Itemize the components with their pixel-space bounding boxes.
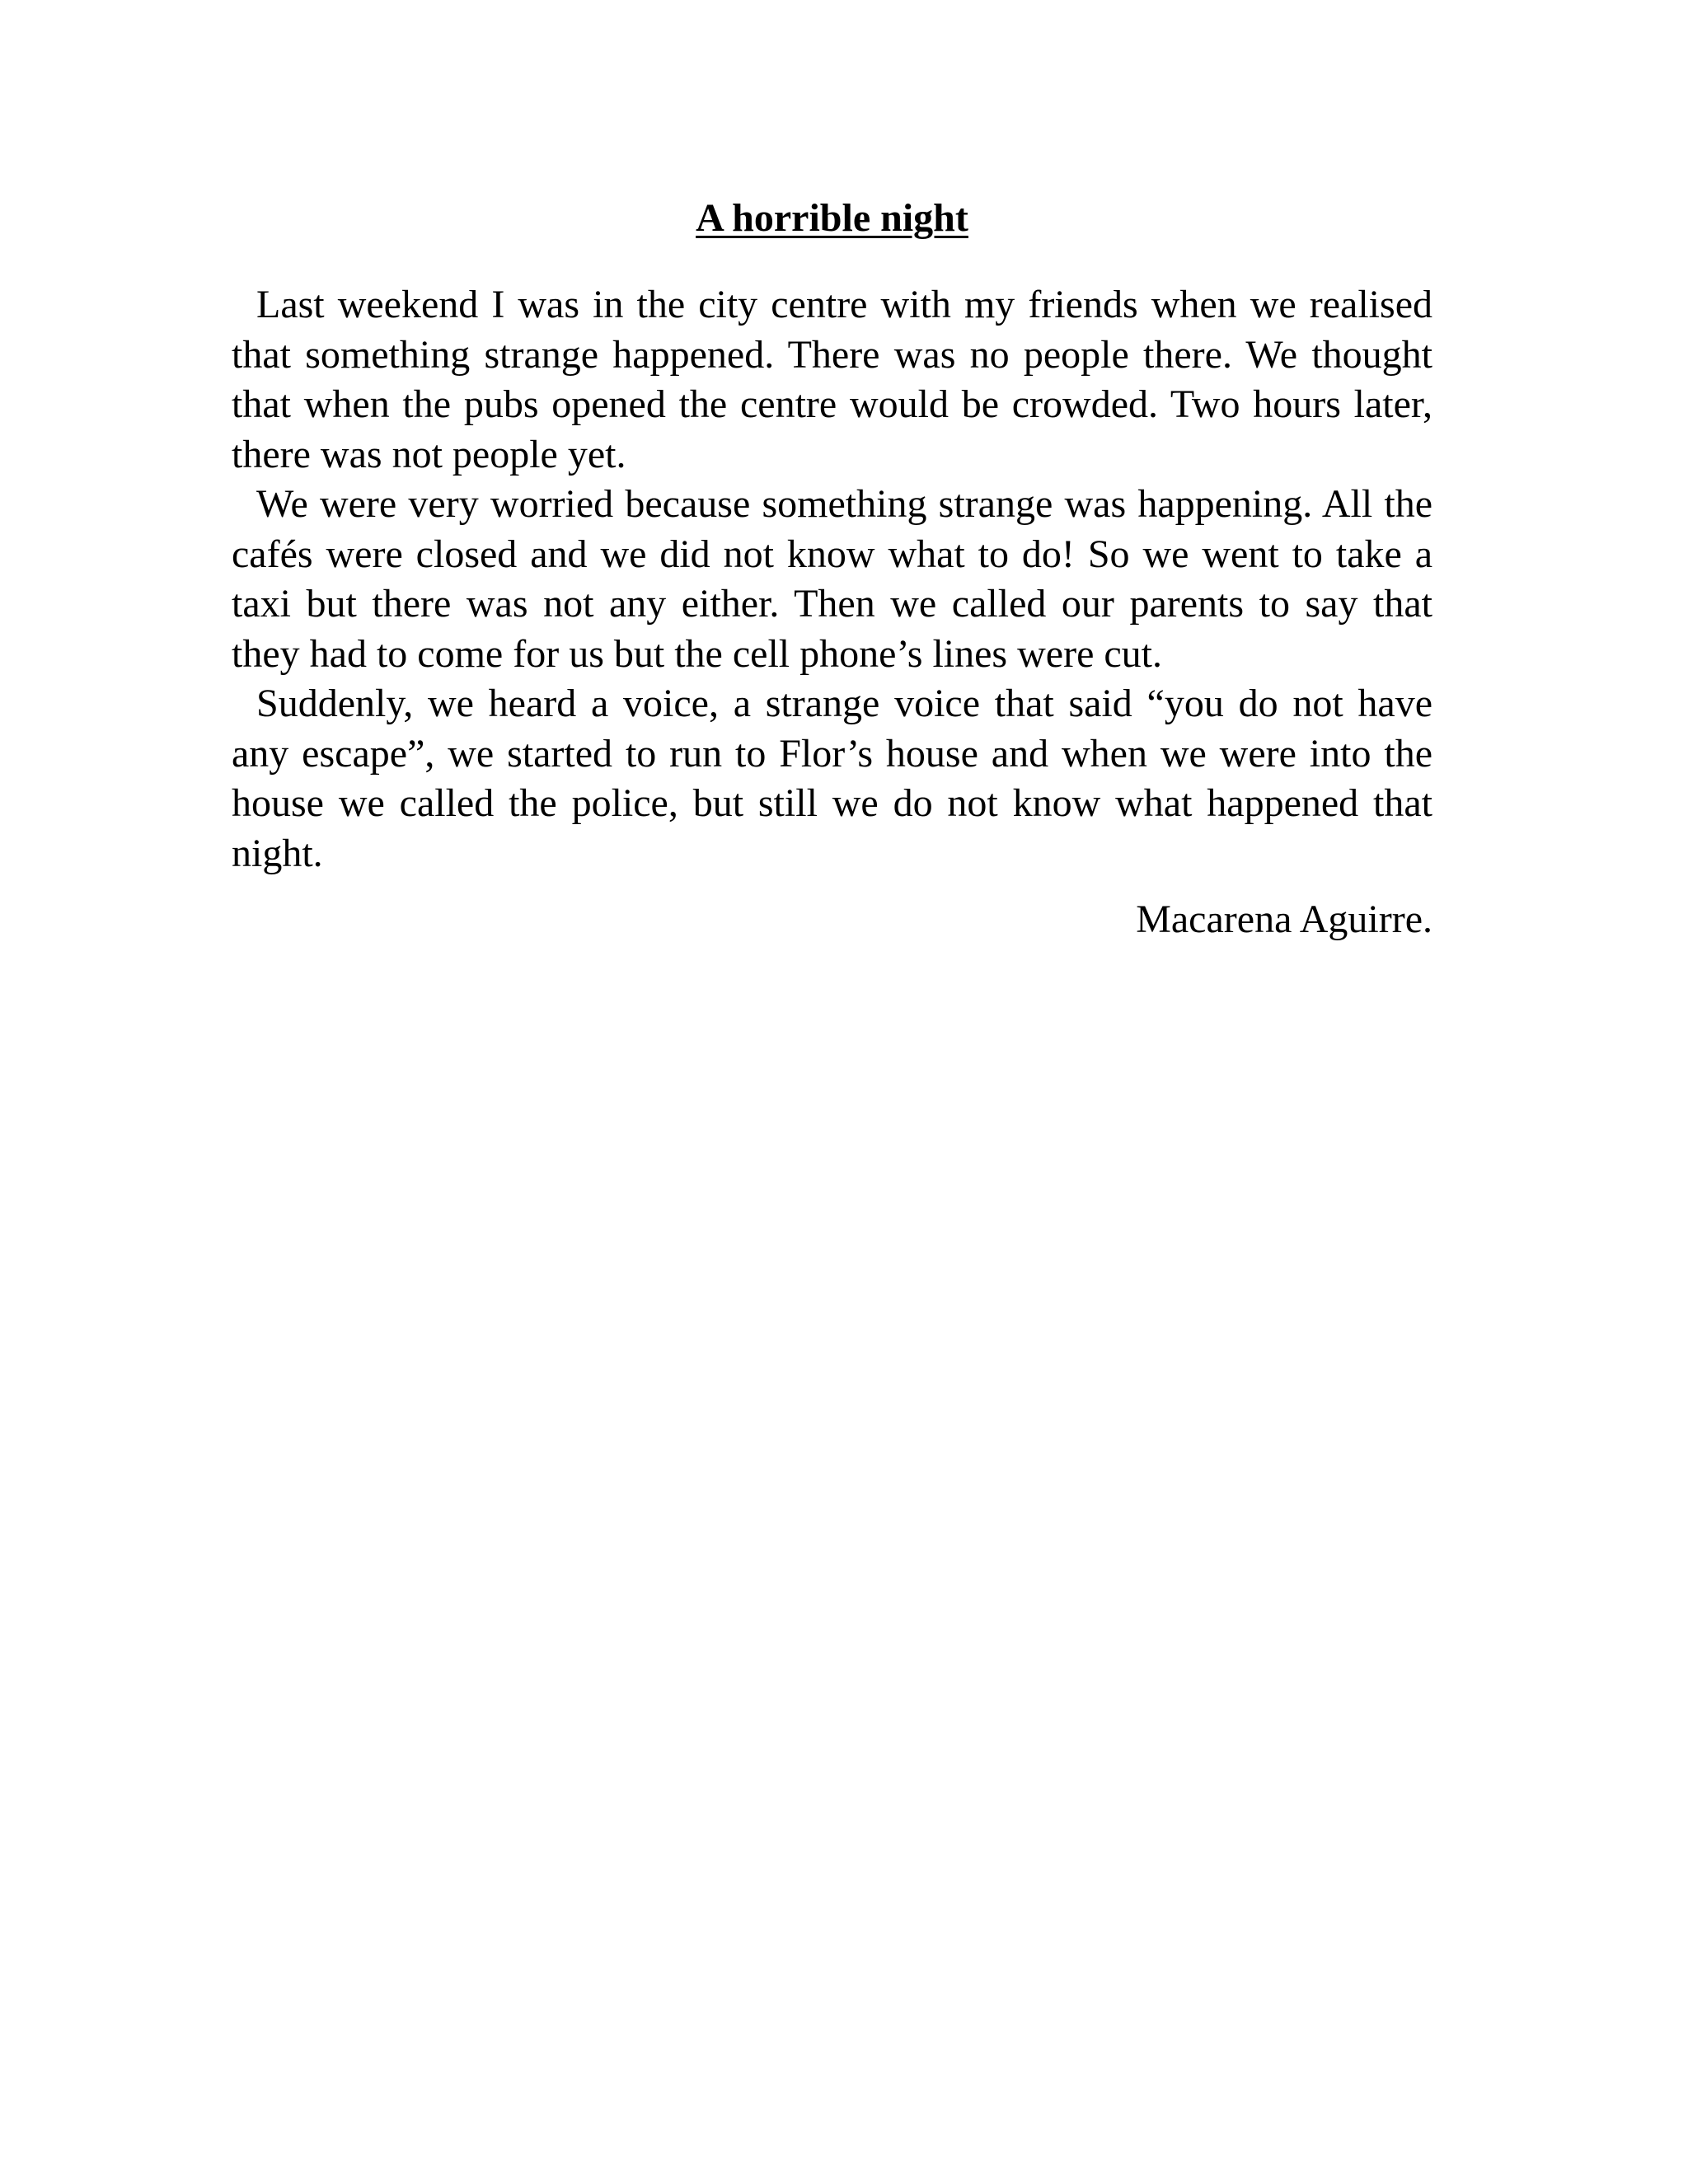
paragraph-1: Last weekend I was in the city centre with my friends when we realised that something strange happened. There was no people there. We thought that when the pubs opened the centre would be crowded. Two hours later, there was not people yet. <box>232 283 1432 476</box>
document-body <box>232 191 1432 945</box>
author-signature: Macarena Aguirre. <box>1136 898 1432 941</box>
document-title: A horrible night <box>696 196 968 240</box>
paragraph-3: Suddenly, we heard a voice, a strange voice that said “you do not have any escape”, we started to run to Flor’s house and when we were into the house we called the police, but still we do not know what happened that night. <box>232 682 1432 875</box>
paragraph-2: We were very worried because something strange was happening. All the cafés were closed and we did not know what to do! So we went to take a taxi but there was not any either. Then we called our parents to say that they had to come for us but the cell phone’s lines were cut. <box>232 482 1432 676</box>
